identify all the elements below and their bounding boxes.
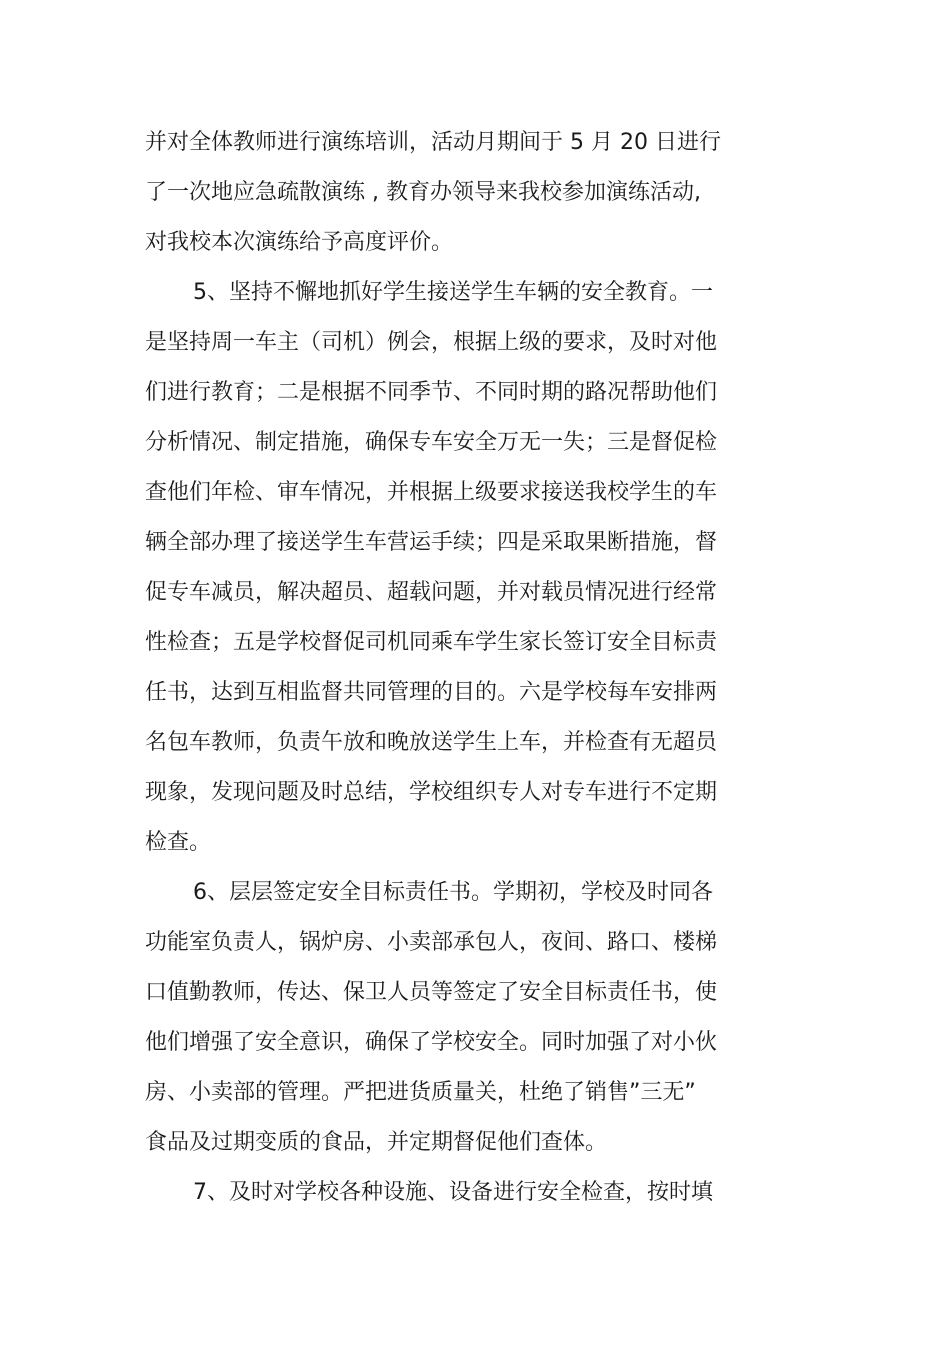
text-line: 口值勤教师，传达、保卫人员等签定了安全目标责任书，使 — [145, 980, 718, 1005]
text-line: 查他们年检、审车情况，并根据上级要求接送我校学生的车 — [145, 480, 718, 505]
text-line: 现象，发现问题及时总结，学校组织专人对专车进行不定期 — [145, 780, 718, 805]
text-line: 是坚持周一车主（司机）例会，根据上级的要求，及时对他 — [145, 330, 718, 355]
text-line: 并对全体教师进行演练培训，活动月期间于 5 月 20 日进行 — [145, 130, 721, 155]
text-line: 功能室负责人，锅炉房、小卖部承包人，夜间、路口、楼梯 — [145, 930, 718, 955]
text-line: 检查。 — [145, 830, 212, 855]
paragraph-start-line: 5、坚持不懈地抓好学生接送学生车辆的安全教育。一 — [193, 280, 713, 305]
text-line: 们进行教育；二是根据不同季节、不同时期的路况帮助他们 — [145, 380, 718, 405]
paragraph-start-line: 7、及时对学校各种设施、设备进行安全检查，按时填 — [193, 1180, 713, 1205]
text-line: 房、小卖部的管理。严把进货质量关，杜绝了销售”三无” — [145, 1080, 696, 1105]
text-line: 任书，达到互相监督共同管理的目的。六是学校每车安排两 — [145, 680, 718, 705]
text-line: 辆全部办理了接送学生车营运手续；四是采取果断措施，督 — [145, 530, 718, 555]
paragraph-start-line: 6、层层签定安全目标责任书。学期初，学校及时同各 — [193, 880, 713, 905]
text-line: 他们增强了安全意识，确保了学校安全。同时加强了对小伙 — [145, 1030, 718, 1055]
text-line: 促专车减员，解决超员、超载问题，并对载员情况进行经常 — [145, 580, 718, 605]
text-line: 对我校本次演练给予高度评价。 — [145, 230, 454, 255]
text-line: 分析情况、制定措施，确保专车安全万无一失；三是督促检 — [145, 430, 718, 455]
text-line: 名包车教师，负责午放和晚放送学生上车，并检查有无超员 — [145, 730, 718, 755]
text-line: 食品及过期变质的食品，并定期督促他们查体。 — [145, 1130, 608, 1155]
text-line: 了一次地应急疏散演练 , 教育办领导来我校参加演练活动, — [145, 180, 701, 205]
text-line: 性检查；五是学校督促司机同乘车学生家长签订安全目标责 — [145, 630, 718, 655]
